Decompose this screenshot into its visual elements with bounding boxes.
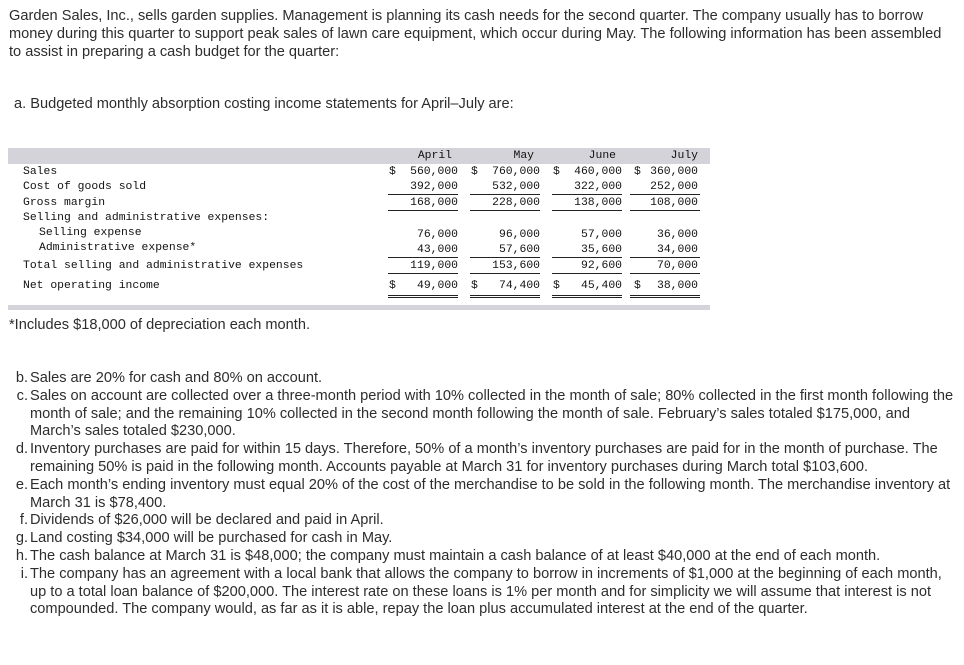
cell-admin-july: 34,000	[656, 244, 698, 256]
double-underline	[470, 295, 540, 298]
list-item	[9, 548, 954, 566]
underline	[630, 257, 700, 258]
cell-gross-margin-may: 228,000	[492, 197, 540, 209]
footnote: *Includes $18,000 of depreciation each month.	[9, 317, 311, 333]
cell-admin-june: 35,600	[580, 244, 622, 256]
cell-sales-july: 360,000	[650, 166, 698, 178]
cell-noi-may: 74,400	[498, 280, 540, 292]
dollar-sign: $	[634, 166, 641, 178]
list-item	[9, 388, 954, 441]
dollar-sign: $	[389, 166, 396, 178]
underline	[630, 194, 700, 195]
cell-selling-april: 76,000	[416, 229, 458, 241]
item-letter: g.	[15, 530, 28, 547]
dollar-sign: $	[553, 166, 560, 178]
footer-band	[8, 305, 710, 310]
underline	[552, 273, 622, 274]
item-text: The cash balance at March 31 is $48,000; the company must maintain a cash balance of at least $40,000 at the end of each month.	[30, 547, 881, 564]
underline	[388, 210, 458, 211]
cell-admin-april: 43,000	[416, 244, 458, 256]
item-text: Sales are 20% for cash and 80% on account.	[30, 370, 323, 386]
cell-sales-may: 760,000	[492, 166, 540, 178]
row-label-cost-of-goods-sold: Cost of goods sold	[23, 181, 147, 193]
column-header-may: May	[513, 150, 534, 162]
cell-selling-june: 57,000	[580, 229, 622, 241]
item-letter: i.	[20, 565, 28, 582]
underline	[388, 194, 458, 195]
underline	[388, 257, 458, 258]
cell-noi-june: 45,400	[580, 280, 622, 292]
dollar-sign: $	[389, 280, 396, 292]
cell-cogs-june: 322,000	[574, 181, 622, 193]
list-item	[9, 441, 954, 477]
underline	[470, 273, 540, 274]
cell-noi-july: 38,000	[656, 280, 698, 292]
row-label-selling-expense: Selling expense	[39, 227, 142, 239]
double-underline	[630, 295, 700, 298]
cell-selling-may: 96,000	[498, 229, 540, 241]
cell-cogs-may: 532,000	[492, 181, 540, 193]
requirements-list	[9, 370, 954, 619]
cell-total-sa-may: 153,600	[492, 260, 540, 272]
item-letter: b.	[15, 370, 28, 386]
list-item	[9, 512, 954, 530]
list-item	[9, 566, 954, 619]
dollar-sign: $	[634, 280, 641, 292]
cell-total-sa-april: 119,000	[410, 260, 458, 272]
cell-sales-june: 460,000	[574, 166, 622, 178]
row-label-gross-margin: Gross margin	[23, 197, 106, 209]
cell-selling-july: 36,000	[656, 229, 698, 241]
underline	[470, 257, 540, 258]
row-label-total-selling-admin: Total selling and administrative expenses	[23, 260, 304, 272]
intro-paragraph: Garden Sales, Inc., sells garden supplies. Management is planning its cash needs for the second quarter. The company usually has to borrow money during this quarter to support peak sales of lawn care equipment, which occur during May. The following information has been assembled to assist in preparing a cash budget for the quarter:	[9, 8, 942, 61]
cell-gross-margin-june: 138,000	[574, 197, 622, 209]
cell-total-sa-june: 92,600	[580, 260, 622, 272]
row-label-sales: Sales	[23, 166, 58, 178]
underline	[630, 273, 700, 274]
column-header-june: June	[588, 150, 616, 162]
underline	[552, 194, 622, 195]
underline	[388, 273, 458, 274]
item-letter: e.	[15, 476, 28, 493]
column-header-april: April	[417, 150, 452, 162]
item-text: Land costing $34,000 will be purchased for cash in May.	[30, 530, 393, 547]
item-text: The company has an agreement with a local bank that allows the company to borrow in increments of $1,000 at the beginning of each month, up to a total loan balance of $200,000. The interest rate on these loans is 1% per month and for simplicity we will assume that interest is not compounded. The company would, as far as it is able, repay the loan plus accumulated interest at the end of the quarter.	[30, 565, 942, 618]
item-letter: f.	[19, 512, 28, 529]
item-letter: h.	[15, 547, 28, 564]
row-label-net-operating-income: Net operating income	[23, 280, 160, 292]
column-header-july: July	[670, 150, 698, 162]
part-a-heading: a. Budgeted monthly absorption costing income statements for April–July are:	[14, 96, 514, 112]
item-letter: d.	[15, 441, 28, 458]
dollar-sign: $	[471, 280, 478, 292]
cell-cogs-july: 252,000	[650, 181, 698, 193]
item-text: Inventory purchases are paid for within 15 days. Therefore, 50% of a month’s inventory purchases are paid for in the month of purchase. The remaining 50% is paid in the following month. Accounts payable at March 31 for inventory purchases during March total $103,600.	[30, 441, 938, 475]
item-text: Dividends of $26,000 will be declared and paid in April.	[30, 512, 384, 529]
underline	[552, 257, 622, 258]
double-underline	[388, 295, 458, 298]
underline	[630, 210, 700, 211]
cell-admin-may: 57,600	[498, 244, 540, 256]
cell-cogs-april: 392,000	[410, 181, 458, 193]
list-item	[9, 477, 954, 513]
item-text: Sales on account are collected over a three-month period with 10% collected in the month of sale; 80% collected in the first month following the month of sale; and the remaining 10% collected in the second month following the month of sale. February’s sales totaled $175,000, and March’s sales totaled $230,000.	[30, 387, 954, 440]
double-underline	[552, 295, 622, 298]
dollar-sign: $	[471, 166, 478, 178]
cell-total-sa-july: 70,000	[656, 260, 698, 272]
item-letter: c.	[16, 387, 28, 404]
row-label-selling-admin-heading: Selling and administrative expenses:	[23, 212, 270, 224]
underline	[470, 210, 540, 211]
row-label-administrative-expense: Administrative expense*	[39, 242, 197, 254]
underline	[470, 194, 540, 195]
dollar-sign: $	[553, 280, 560, 292]
list-item	[9, 370, 954, 388]
income-statement-table	[8, 148, 710, 310]
cell-gross-margin-april: 168,000	[410, 197, 458, 209]
cell-gross-margin-july: 108,000	[650, 197, 698, 209]
cell-noi-april: 49,000	[416, 280, 458, 292]
item-text: Each month’s ending inventory must equal 20% of the cost of the merchandise to be sold in the following month. The merchandise inventory at March 31 is $78,400.	[30, 476, 951, 511]
underline	[552, 210, 622, 211]
list-item	[9, 530, 954, 548]
cell-sales-april: 560,000	[410, 166, 458, 178]
